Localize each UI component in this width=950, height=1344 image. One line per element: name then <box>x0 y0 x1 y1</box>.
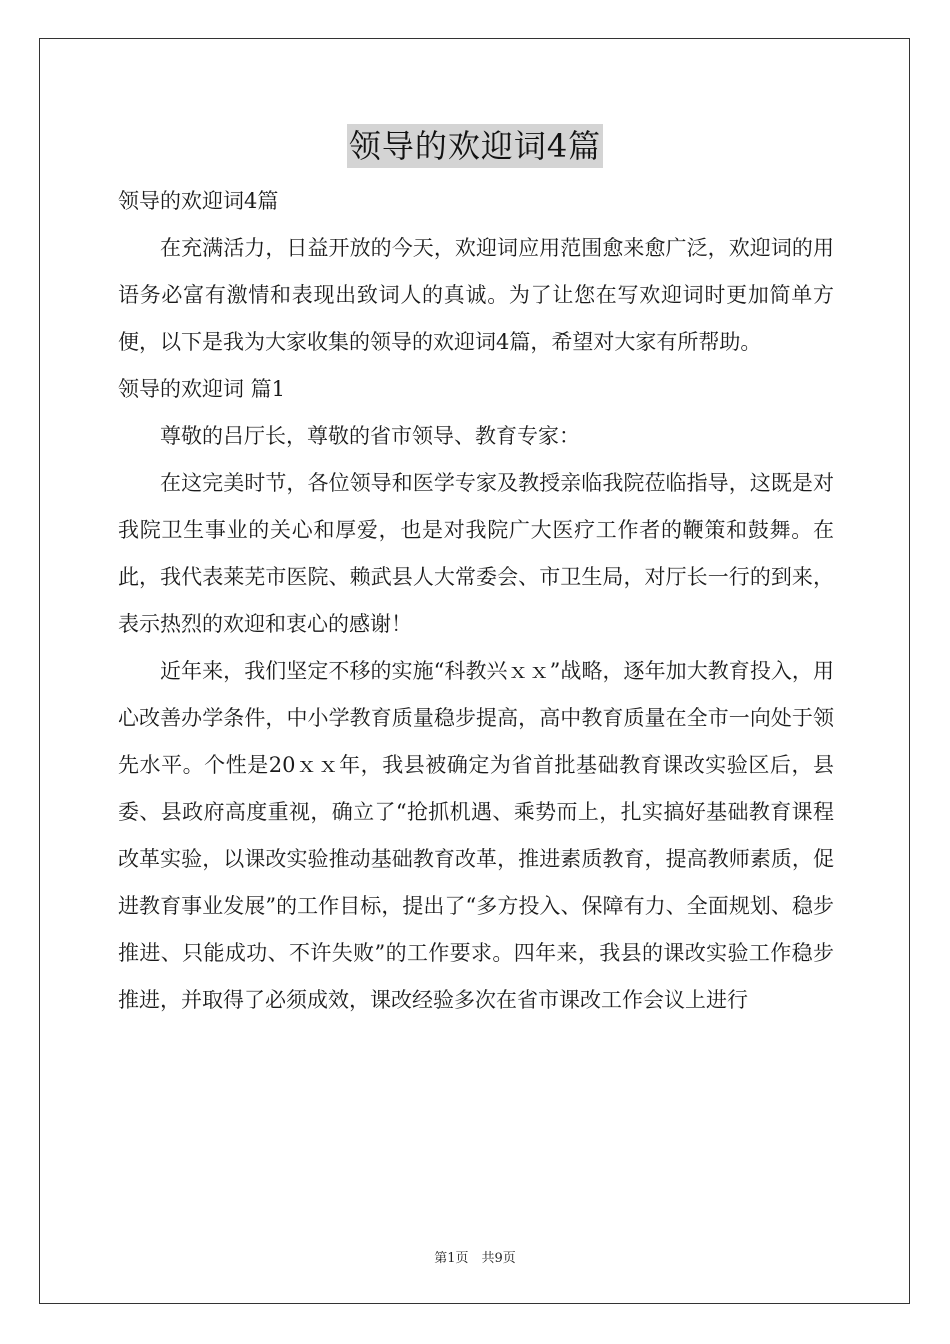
intro-paragraph: 在充满活力，日益开放的今天，欢迎词应用范围愈来愈广泛，欢迎词的用语务必富有激情和表现出致词人的真诚。为了让您在写欢迎词时更加简单方便，以下是我为大家收集的领导的欢迎词4篇，希望对大家有所帮助。 <box>118 236 834 354</box>
salutation-paragraph: 尊敬的吕厅长，尊敬的省市领导、教育专家： <box>160 424 580 448</box>
document-body <box>118 178 834 1024</box>
body-paragraph: 近年来，我们坚定不移的实施“科教兴ｘｘ”战略，逐年加大教育投入，用心改善办学条件，中小学教育质量稳步提高，高中教育质量在全市一向处于领先水平。个性是20ｘｘ年，我县被确定为省首批基础教育课改实验区后，县委、县政府高度重视，确立了“抢抓机遇、乘势而上，扎实搞好基础教育课程改革实验，以课改实验推动基础教育改革，推进素质教育，提高教师素质，促进教育事业发展”的工作目标，提出了“多方投入、保障有力、全面规划、稳步推进、只能成功、不许失败”的工作要求。四年来，我县的课改实验工作稳步推进，并取得了必须成效，课改经验多次在省市课改工作会议上进行 <box>118 659 834 1012</box>
body-paragraph: 在这完美时节，各位领导和医学专家及教授亲临我院莅临指导，这既是对我院卫生事业的关心和厚爱，也是对我院广大医疗工作者的鞭策和鼓舞。在此，我代表莱芜市医院、赖武县人大常委会、市卫生局，对厅长一行的到来，表示热烈的欢迎和衷心的感谢！ <box>118 471 834 636</box>
document-title: 领导的欢迎词4篇 <box>347 124 603 168</box>
subtitle-paragraph: 领导的欢迎词4篇 <box>118 189 279 213</box>
section-heading: 领导的欢迎词 篇1 <box>118 377 286 401</box>
title-area <box>0 124 950 168</box>
page-number: 第1页 共9页 <box>434 1251 516 1266</box>
